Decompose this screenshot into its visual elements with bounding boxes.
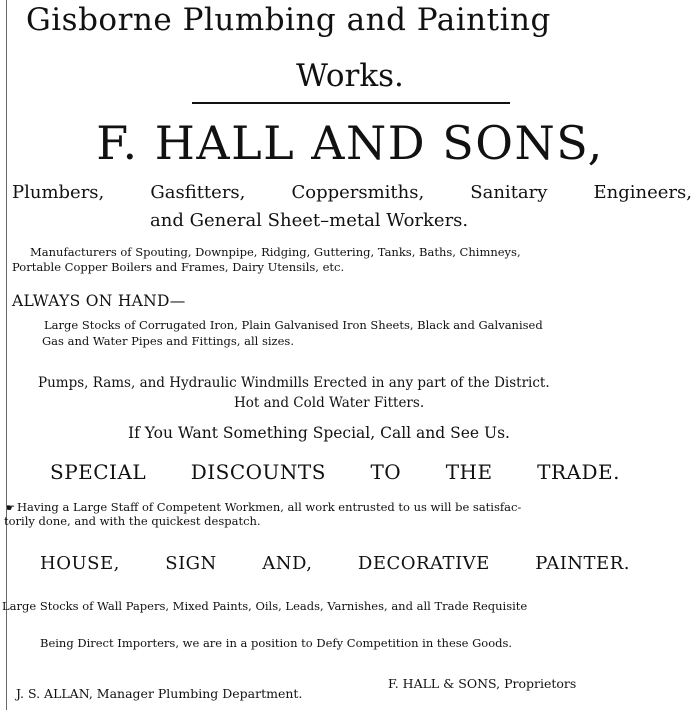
trade-word: Sanitary (470, 182, 548, 203)
title-line-1: Gisborne Plumbing and Painting (26, 2, 551, 38)
staff-line-1 (6, 500, 521, 514)
trade-word: Plumbers, (12, 182, 105, 203)
stock-line-2: Gas and Water Pipes and Fittings, all sizes. (42, 334, 294, 348)
painter-word: AND, (262, 553, 313, 574)
painter-word: HOUSE, (40, 553, 120, 574)
painter-word: PAINTER. (535, 553, 630, 574)
discount-word: THE (445, 460, 493, 484)
stock-line-1: Large Stocks of Corrugated Iron, Plain Galvanised Iron Sheets, Black and Galvanised (44, 318, 543, 332)
manufacturers-line-1: Manufacturers of Spouting, Downpipe, Ridging, Guttering, Tanks, Baths, Chimneys, (30, 245, 521, 259)
discounts-line (50, 460, 620, 484)
pumps-line-2: Hot and Cold Water Fitters. (234, 395, 425, 411)
pumps-line-1: Pumps, Rams, and Hydraulic Windmills Erected in any part of the District. (38, 375, 550, 391)
trades-line-2: and General Sheet–metal Workers. (150, 210, 469, 231)
discount-word: TRADE. (537, 460, 620, 484)
manufacturers-line-2: Portable Copper Boilers and Frames, Dairy Utensils, etc. (12, 260, 345, 274)
painter-word: DECORATIVE (357, 553, 490, 574)
title-underline (192, 102, 510, 104)
staff-text-1: Having a Large Staff of Competent Workmen, all work entrusted to us will be satisfac- (16, 500, 522, 514)
discount-word: SPECIAL (50, 460, 147, 484)
trades-line (12, 182, 692, 203)
manager-line: J. S. ALLAN, Manager Plumbing Department. (16, 686, 303, 701)
trade-word: Gasfitters, (150, 182, 246, 203)
wall-papers-line: Large Stocks of Wall Papers, Mixed Paints, Oils, Leads, Varnishes, and all Trade Requisite (2, 599, 528, 613)
pointing-hand-icon: ☛ (6, 503, 15, 514)
company-name: F. HALL AND SONS, (96, 116, 604, 170)
proprietors-signature: F. HALL & SONS, Proprietors (388, 676, 577, 691)
trade-word: Engineers, (593, 182, 692, 203)
always-on-hand-heading: ALWAYS ON HAND— (12, 292, 186, 310)
discount-word: TO (370, 460, 402, 484)
special-call-line: If You Want Something Special, Call and See Us. (128, 424, 510, 442)
staff-line-2: torily done, and with the quickest despatch. (4, 514, 261, 528)
painter-word: SIGN (165, 553, 217, 574)
discount-word: DISCOUNTS (190, 460, 326, 484)
importers-line: Being Direct Importers, we are in a position to Defy Competition in these Goods. (40, 636, 513, 650)
title-line-2: Works. (296, 58, 404, 94)
trade-word: Coppersmiths, (291, 182, 425, 203)
painter-heading (40, 553, 630, 574)
